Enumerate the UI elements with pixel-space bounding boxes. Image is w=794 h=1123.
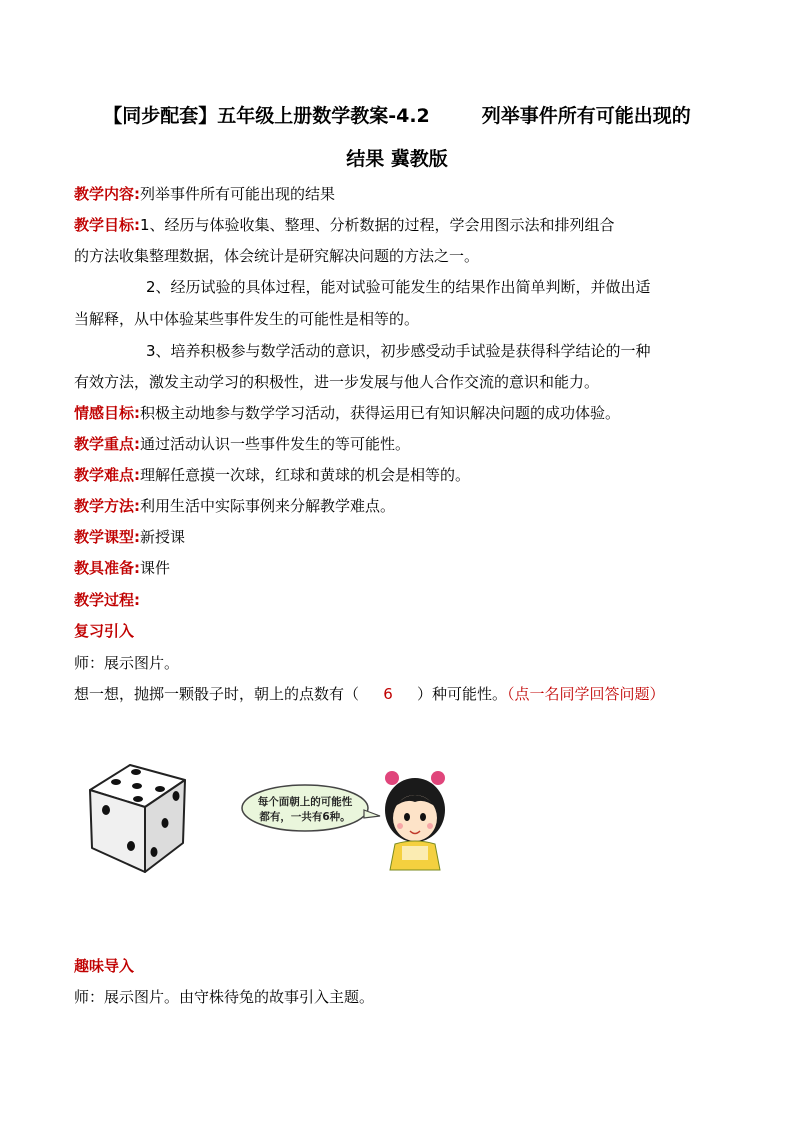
girl-icon: [385, 771, 445, 870]
question-before: 想一想，抛掷一颗骰子时，朝上的点数有（: [74, 685, 360, 703]
goal-3a: 3、培养积极参与数学活动的意识，初步感受动手试验是获得科学结论的一种: [146, 342, 651, 360]
die-icon: [90, 765, 185, 872]
emotion-text: 积极主动地参与数学学习活动，获得运用已有知识解决问题的成功体验。: [140, 404, 621, 422]
speech-bubble: [242, 785, 380, 831]
emotion-row: [74, 402, 724, 424]
fun-teacher: 师：展示图片。由守株待兔的故事引入主题。: [74, 988, 375, 1006]
question-note: （点一名同学回答问题）: [507, 685, 665, 703]
review-teacher: 师：展示图片。: [74, 654, 180, 672]
method-label: 教学方法:: [74, 497, 140, 515]
content-text: 列举事件所有可能出现的结果: [140, 185, 336, 203]
process-label: 教学过程:: [74, 591, 140, 609]
method-row: [74, 495, 724, 517]
difficulty-label: 教学难点:: [74, 466, 140, 484]
goal-1a: 1、经历与体验收集、整理、分析数据的过程，学会用图示法和排列组合: [140, 216, 615, 234]
document-title-line1: [70, 101, 724, 131]
tools-row: [74, 557, 724, 579]
key-text: 通过活动认识一些事件发生的等可能性。: [140, 435, 411, 453]
bubble-line1: 每个面朝上的可能性: [257, 796, 353, 808]
title-part-a: 【同步配套】五年级上册数学教案-4.2: [103, 105, 430, 127]
content-label: 教学内容:: [74, 185, 140, 203]
title-part-b: 列举事件所有可能出现的: [481, 105, 691, 127]
review-heading: 复习引入: [74, 622, 135, 640]
lesson-type-row: [74, 526, 724, 548]
review-question: [74, 683, 724, 705]
document-title-line2: 结果 冀教版: [346, 148, 448, 170]
goal-2b: 当解释，从中体验某些事件发生的可能性是相等的。: [74, 310, 420, 328]
dice-girl-illustration: [80, 760, 460, 880]
goals-label: 教学目标:: [74, 216, 140, 234]
emotion-label: 情感目标:: [74, 404, 140, 422]
question-after: ）种可能性。: [417, 685, 508, 703]
goal-2a: 2、经历试验的具体过程，能对试验可能发生的结果作出简单判断，并做出适: [146, 278, 651, 296]
lesson-type-text: 新授课: [140, 528, 186, 546]
method-text: 利用生活中实际事例来分解教学难点。: [140, 497, 396, 515]
fun-heading-row: [74, 955, 724, 977]
review-heading-row: [74, 620, 724, 642]
tools-text: 课件: [140, 559, 171, 577]
goal-1b: 的方法收集整理数据，体会统计是研究解决问题的方法之一。: [74, 247, 480, 265]
goal-3b: 有效方法，激发主动学习的积极性，进一步发展与他人合作交流的意识和能力。: [74, 373, 600, 391]
bubble-line2: 都有，一共有6种。: [259, 811, 351, 823]
difficulty-row: [74, 464, 724, 486]
process-row: [74, 589, 724, 611]
question-answer: 6: [383, 685, 393, 703]
key-row: [74, 433, 724, 455]
difficulty-text: 理解任意摸一次球，红球和黄球的机会是相等的。: [140, 466, 471, 484]
fun-heading: 趣味导入: [74, 957, 135, 975]
tools-label: 教具准备:: [74, 559, 140, 577]
key-label: 教学重点:: [74, 435, 140, 453]
content-row: [74, 183, 724, 205]
goals-row-1: [74, 214, 724, 236]
lesson-type-label: 教学课型:: [74, 528, 140, 546]
